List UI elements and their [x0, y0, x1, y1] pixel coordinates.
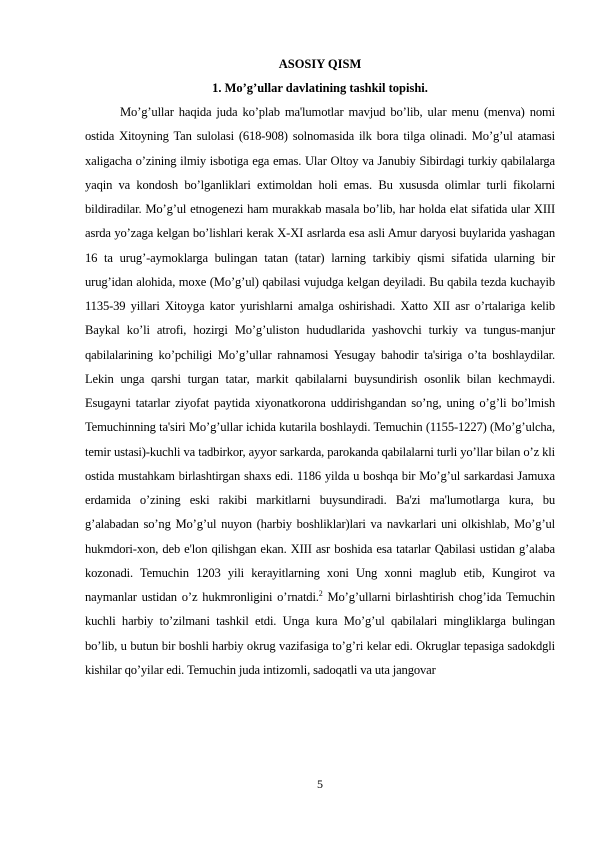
paragraph-text-part1: Mo’g’ullar haqida juda ko’plab ma'lumotlar mavjud bo’lib, ular menu (menva) nomi ostida Xitoyning Tan sulolasi (618-908) solnomasida ilk bora tilga olinadi. Mo’g’ul atamasi xaligacha o’zining ilmiy isbotiga ega emas. Ular Oltoy va Janubiy Sibirdagi turkiy qabilalarga yaqin va kondosh bo’lganliklari extimoldan holi emas. Bu xususda olimlar turli fikolarni bildiradilar. Mo’g’ul etnogenezi ham murakkab masala bo’lib, har holda elat sifatida ular XIII asrda yo’zaga kelgan bo’lishlari kerak X-XI asrlarda esa asli Amur daryosi buylarida yashagan 16 ta urug’-aymoklarga bulingan tatan (tatar) larning tarkibiy qismi sifatida ularning bir urug’idan alohida, moxe (Mo’g’ul) qabilasi vujudga kelgan deyiladi. Bu qabila tezda kuchayib 1135-39 yillari Xitoyga kator yurishlarni amalga oshirishadi. Xatto XII asr o’rtalariga kelib Baykal ko’li atrofi, hozirgi Mo’g’uliston hududlarida yashovchi turkiy va tungus-manjur qabilalarining ko’pchiligi Mo’g’ullar rahnamosi Yesugay bahodir ta'siriga o’ta boshlaydilar. Lekin unga qarshi turgan tatar, markit qabilalarni buysundirish osonlik bilan kechmaydi. Esugayni tatarlar ziyofat paytida xiyonatkorona uddirishgandan so’ng, uning o’g’li bo’lmish Temuchinning ta'siri Mo’g’ullar ichida kutarila boshlaydi. Temuchin (1155-1227) (Mo’g’ulcha, temir ustasi)-kuchli va tadbirkor, ayyor sarkarda, parokanda qabilalarni turli yo’llar bilan o’z kli ostida mustahkam birlashtirgan shaxs edi. 1186 yilda u boshqa bir Mo’g’ul sarkardasi Jamuxa erdamida o’zining eski rakibi markitlarni buysundiradi. Ba'zi ma'lumotlarga kura, bu g’alabadan so’ng Mo’g’ul nuyon (harbiy boshliklar)lari va navkarlari uni olkishlab, Mo’g’ul hukmdori-xon, deb e'lon qilishgan ekan. XIII asr boshida esa tatarlar Qabilasi ustidan g’alaba kozonadi. Temuchin 1203 yili kerayitlarning xoni Ung xonni maglub etib, Kungirot va naymanlar ustidan o’z hukmronligini o’rnatdi. — [85, 105, 555, 604]
footnote-reference[interactable]: 2 — [318, 589, 323, 598]
body-paragraph — [85, 100, 555, 682]
section-title: ASOSIY QISM — [278, 57, 362, 71]
page-number: 5 — [317, 777, 323, 791]
paragraph-text-part2: Mo’g’ullarni birlashtirish chog’ida Temuchin kuchli harbiy to’zilmani tashkil etdi. Unga kura Mo’g’ul qabilalari mingliklarga bulingan bo’lib, u butun bir boshli harbiy okrug vazifasiga to’g’ri kelar edi. Okruglar tepasiga sadokdgli kishilar qo’yilar edi. Temuchin juda intizomli, sadoqatli va uta jangovar — [85, 590, 555, 677]
subsection-title: 1. Mo’g’ullar davlatining tashkil topishi. — [212, 81, 428, 95]
